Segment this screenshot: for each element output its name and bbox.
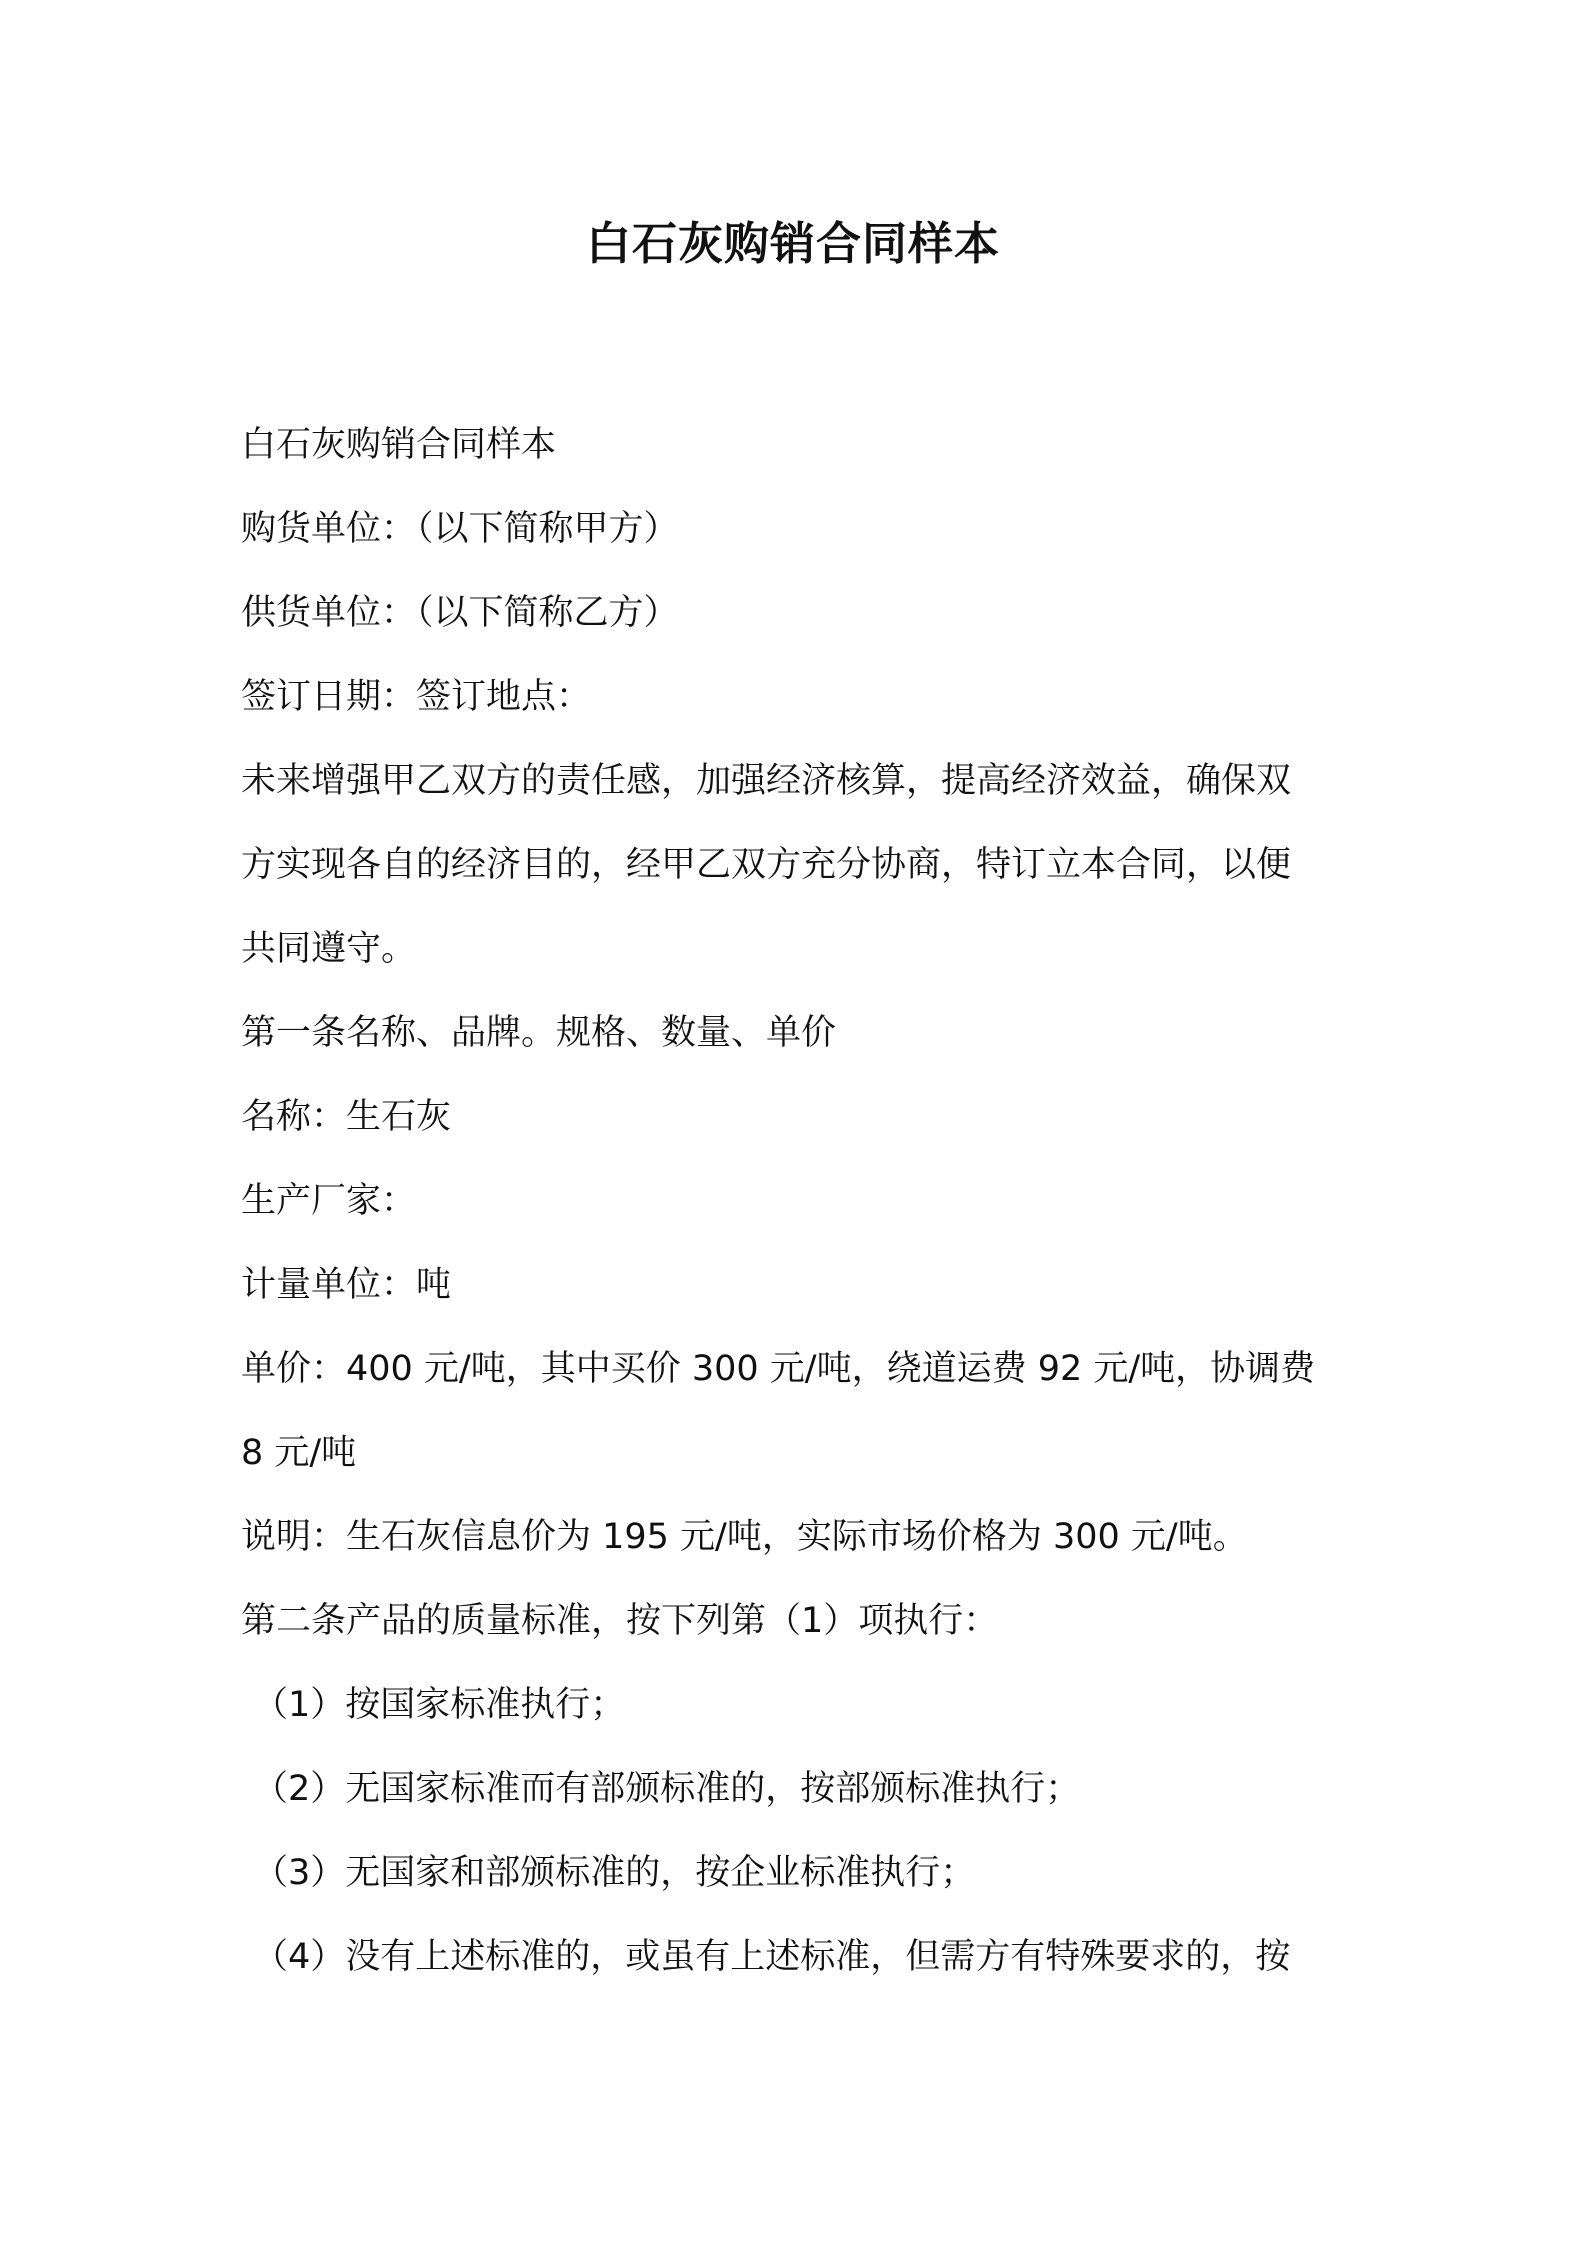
body-line-note: 说明：生石灰信息价为 195 元/吨，实际市场价格为 300 元/吨。 [241,1517,1248,1557]
body-line-standard-1: （1）按国家标准执行； [253,1685,626,1725]
body-line-manufacturer: 生产厂家： [241,1181,417,1221]
document-body [241,403,1361,1999]
body-line-unit: 计量单位：吨 [241,1265,452,1305]
body-line-unit-price-1: 单价：400 元/吨，其中买价 300 元/吨，绕道运费 92 元/吨，协调费 [241,1349,1316,1389]
document-title: 白石灰购销合同样本 [585,217,1000,270]
body-line-standard-4: （4）没有上述标准的，或虽有上述标准，但需方有特殊要求的，按 [253,1937,1291,1977]
body-line-standard-3: （3）无国家和部颁标准的，按企业标准执行； [253,1853,976,1893]
body-line-supplier: 供货单位：（以下简称乙方） [241,593,679,633]
body-line-preamble-1: 未来增强甲乙双方的责任感，加强经济核算，提高经济效益，确保双 [241,761,1292,801]
body-line-article-1-heading: 第一条名称、品牌。规格、数量、单价 [241,1013,837,1053]
body-line-unit-price-2: 8 元/吨 [241,1433,357,1473]
body-line-preamble-2: 方实现各自的经济目的，经甲乙双方充分协商，特订立本合同，以便 [241,845,1292,885]
body-line-product-name: 名称：生石灰 [241,1097,452,1137]
body-line-standard-2: （2）无国家标准而有部颁标准的，按部颁标准执行； [253,1769,1081,1809]
body-line-signing-date-place: 签订日期：签订地点： [241,677,592,717]
body-line-preamble-3: 共同遵守。 [241,929,417,969]
body-line-subtitle: 白石灰购销合同样本 [241,425,557,465]
body-line-buyer: 购货单位：（以下简称甲方） [241,509,679,549]
body-line-article-2-heading: 第二条产品的质量标准，按下列第（1）项执行： [241,1601,999,1641]
